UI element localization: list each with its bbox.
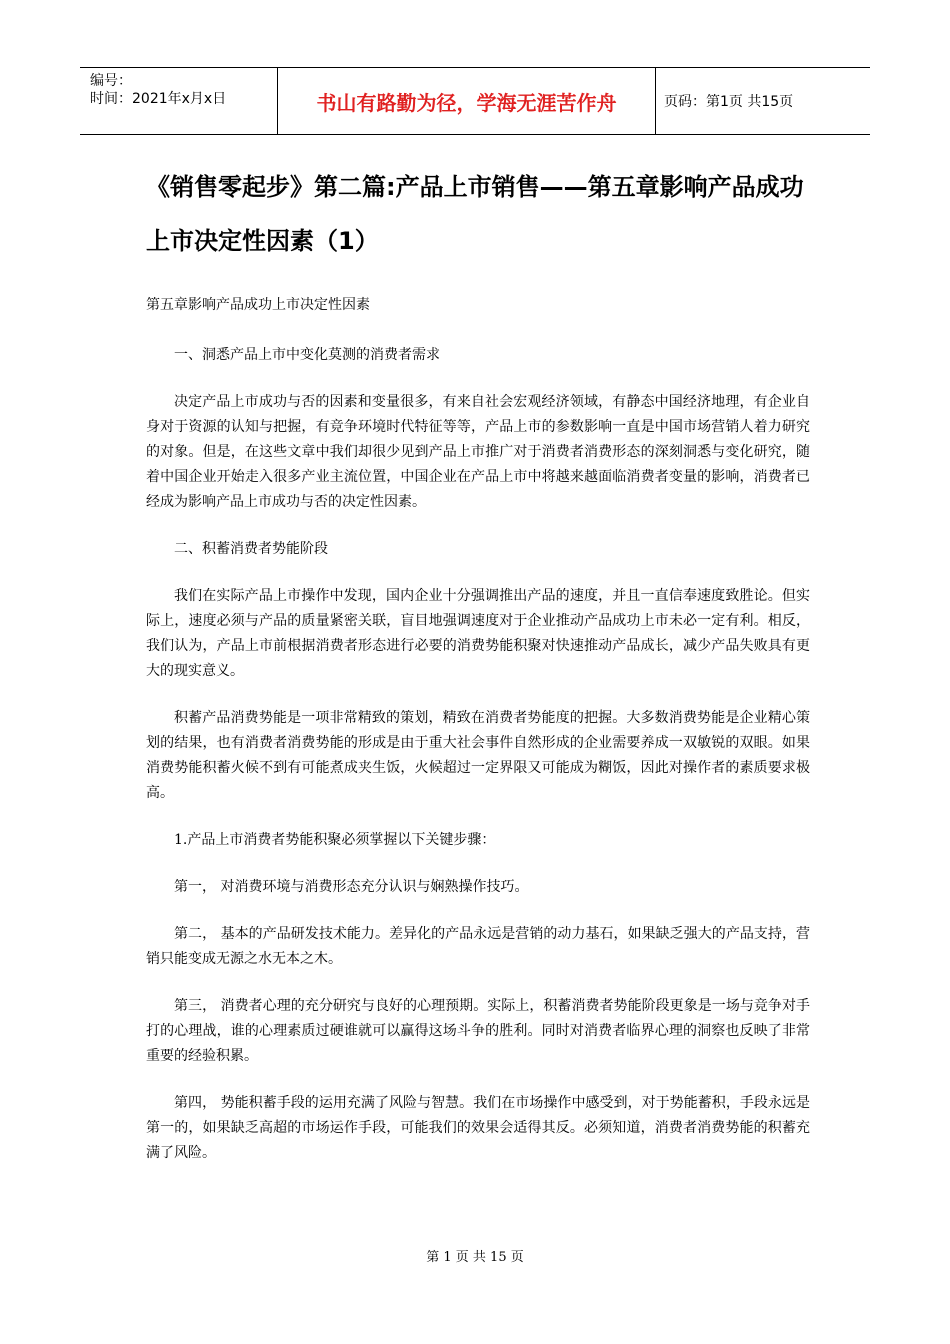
section-heading: 二、积蓄消费者势能阶段	[174, 541, 328, 557]
document-body	[146, 293, 810, 1188]
chapter-heading: 第五章影响产品成功上市决定性因素	[146, 297, 370, 313]
body-paragraph: 我们在实际产品上市操作中发现，国内企业十分强调推出产品的速度，并且一直信奉速度致胜论。但实际上，速度必须与产品的质量紧密关联，盲目地强调速度对于企业推动产品成功上市未必一定有利。相反，我们认为，产品上市前根据消费者形态进行必要的消费势能积聚对快速推动产品成长，减少产品失败具有更大的现实意义。	[146, 588, 810, 679]
list-item: 第一， 对消费环境与消费形态充分认识与娴熟操作技巧。	[174, 879, 529, 895]
section-heading: 一、洞悉产品上市中变化莫测的消费者需求	[174, 347, 440, 363]
header-motto: 书山有路勤为径，学海无涯苦作舟	[278, 68, 656, 134]
page-footer: 第 1 页 共 15 页	[426, 1250, 524, 1265]
header-page-info: 页码：第1页 共15页	[664, 94, 794, 110]
list-heading: 1.产品上市消费者势能积聚必须掌握以下关键步骤：	[174, 832, 496, 848]
body-paragraph: 积蓄产品消费势能是一项非常精致的策划，精致在消费者势能度的把握。大多数消费势能是企业精心策划的结果，也有消费者消费势能的形成是由于重大社会事件自然形成的企业需要养成一双敏锐的双眼。如果消费势能积蓄火候不到有可能煮成夹生饭，火候超过一定界限又可能成为糊饭，因此对操作者的素质要求极高。	[146, 710, 810, 801]
document-title: 《销售零起步》第二篇:产品上市销售——第五章影响产品成功上市决定性因素（1）	[146, 173, 804, 255]
list-item: 第三， 消费者心理的充分研究与良好的心理预期。实际上，积蓄消费者势能阶段更象是一场与竞争对手打的心理战，谁的心理素质过硬谁就可以赢得这场斗争的胜利。同时对消费者临界心理的洞察也反映了非常重要的经验积累。	[146, 998, 810, 1064]
time-label: 时间：2021年x月x日	[90, 91, 227, 107]
list-item: 第四， 势能积蓄手段的运用充满了风险与智慧。我们在市场操作中感受到，对于势能蓄积，手段永远是第一的，如果缺乏高超的市场运作手段，可能我们的效果会适得其反。必须知道，消费者消费势能的积蓄充满了风险。	[146, 1095, 810, 1161]
list-item: 第二， 基本的产品研发技术能力。差异化的产品永远是营销的动力基石，如果缺乏强大的产品支持，营销只能变成无源之水无本之木。	[146, 926, 810, 967]
page-header	[80, 67, 870, 135]
body-paragraph: 决定产品上市成功与否的因素和变量很多，有来自社会宏观经济领域，有静态中国经济地理，有企业自身对于资源的认知与把握，有竞争环境时代特征等等，产品上市的参数影响一直是中国市场营销人着力研究的对象。但是，在这些文章中我们却很少见到产品上市推广对于消费者消费形态的深刻洞悉与变化研究，随着中国企业开始走入很多产业主流位置，中国企业在产品上市中将越来越面临消费者变量的影响，消费者已经成为影响产品上市成功与否的决定性因素。	[146, 394, 810, 510]
number-label: 编号：	[90, 73, 132, 89]
header-meta	[80, 68, 278, 134]
